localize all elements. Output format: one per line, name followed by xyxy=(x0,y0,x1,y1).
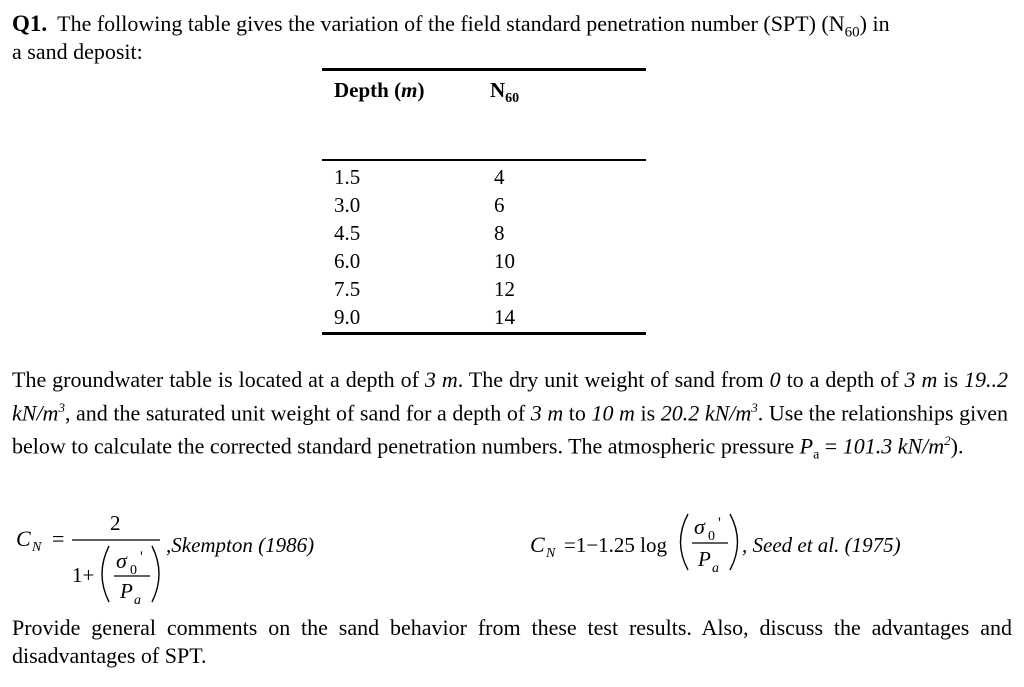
svg-text:2: 2 xyxy=(110,511,121,535)
table-row xyxy=(322,275,646,303)
svg-text:P: P xyxy=(120,579,133,603)
header-depth: Depth (m) xyxy=(334,78,425,102)
cell-n60: 14 xyxy=(494,305,515,329)
svg-text:P: P xyxy=(698,547,711,571)
svg-text:1+: 1+ xyxy=(72,563,95,587)
table-row xyxy=(322,163,646,191)
svg-text:C: C xyxy=(16,526,31,551)
svg-text:=: = xyxy=(52,526,65,551)
question-text-1-end: ) in xyxy=(859,11,890,36)
cell-n60: 4 xyxy=(494,165,505,189)
question-line-2: a sand deposit: xyxy=(12,39,143,64)
table-row xyxy=(322,247,646,275)
svg-text:0: 0 xyxy=(130,563,137,578)
cell-depth: 1.5 xyxy=(334,165,361,189)
cell-n60: 12 xyxy=(494,277,515,301)
table-row xyxy=(322,191,646,219)
table-row xyxy=(322,303,646,331)
table-row xyxy=(322,219,646,247)
cell-depth: 6.0 xyxy=(334,249,361,273)
cell-n60: 10 xyxy=(494,249,515,273)
svg-text:, Seed et al. (1975): , Seed et al. (1975) xyxy=(742,533,901,557)
cell-depth: 3.0 xyxy=(334,193,361,217)
svg-text:': ' xyxy=(718,515,721,532)
table-bottom-rule xyxy=(322,332,646,335)
seed-equation-svg xyxy=(530,506,990,576)
table-header-rule xyxy=(322,159,646,161)
svg-text:σ: σ xyxy=(694,514,705,539)
problem-paragraph: The groundwater table is located at a depth of 3 m. The dry unit weight of sand from 0 to a depth of 3 m is 19..2 $kN/m^3$, and the saturated unit weight of sand for a depth of 3 m to 10 m is 20.2 $kN/m^3$. Use the relationships given below to calculate the corrected standard penetration numbers. The atmospheric pressure $P_a = 101.3$ $kN/m^2$). xyxy=(12,367,1008,464)
question-text-1: The following table gives the variation of the field standard penetration number (SPT) (N xyxy=(57,11,845,36)
svg-text:N: N xyxy=(546,546,556,561)
svg-text:a: a xyxy=(134,593,141,608)
svg-text:C: C xyxy=(530,532,545,557)
cell-depth: 4.5 xyxy=(334,221,361,245)
svg-text:0: 0 xyxy=(708,529,715,544)
skempton-equation-svg xyxy=(14,506,434,616)
cell-depth: 7.5 xyxy=(334,277,361,301)
svg-text:σ: σ xyxy=(116,548,127,573)
cell-n60: 8 xyxy=(494,221,505,245)
svg-text:=1−1.25 log: =1−1.25 log xyxy=(564,533,668,557)
table-body xyxy=(322,163,646,331)
svg-text:,Skempton (1986): ,Skempton (1986) xyxy=(166,533,315,557)
header-n60: $N_{60}$ xyxy=(490,78,520,107)
closing-paragraph: Provide general comments on the sand behavior from these test results. Also, discuss the advantages and disadvantages of SPT. xyxy=(12,615,1012,668)
svg-text:a: a xyxy=(712,561,719,576)
svg-text:': ' xyxy=(140,549,143,566)
table-top-rule xyxy=(322,68,646,71)
skempton-equation xyxy=(14,506,434,616)
cell-n60: 6 xyxy=(494,193,505,217)
cell-depth: 9.0 xyxy=(334,305,361,329)
seed-equation xyxy=(530,506,990,576)
question-number: Q1. xyxy=(12,11,48,36)
question-n-subscript: 60 xyxy=(844,24,860,41)
question-line-1 xyxy=(12,10,1012,46)
svg-text:N: N xyxy=(32,540,42,555)
